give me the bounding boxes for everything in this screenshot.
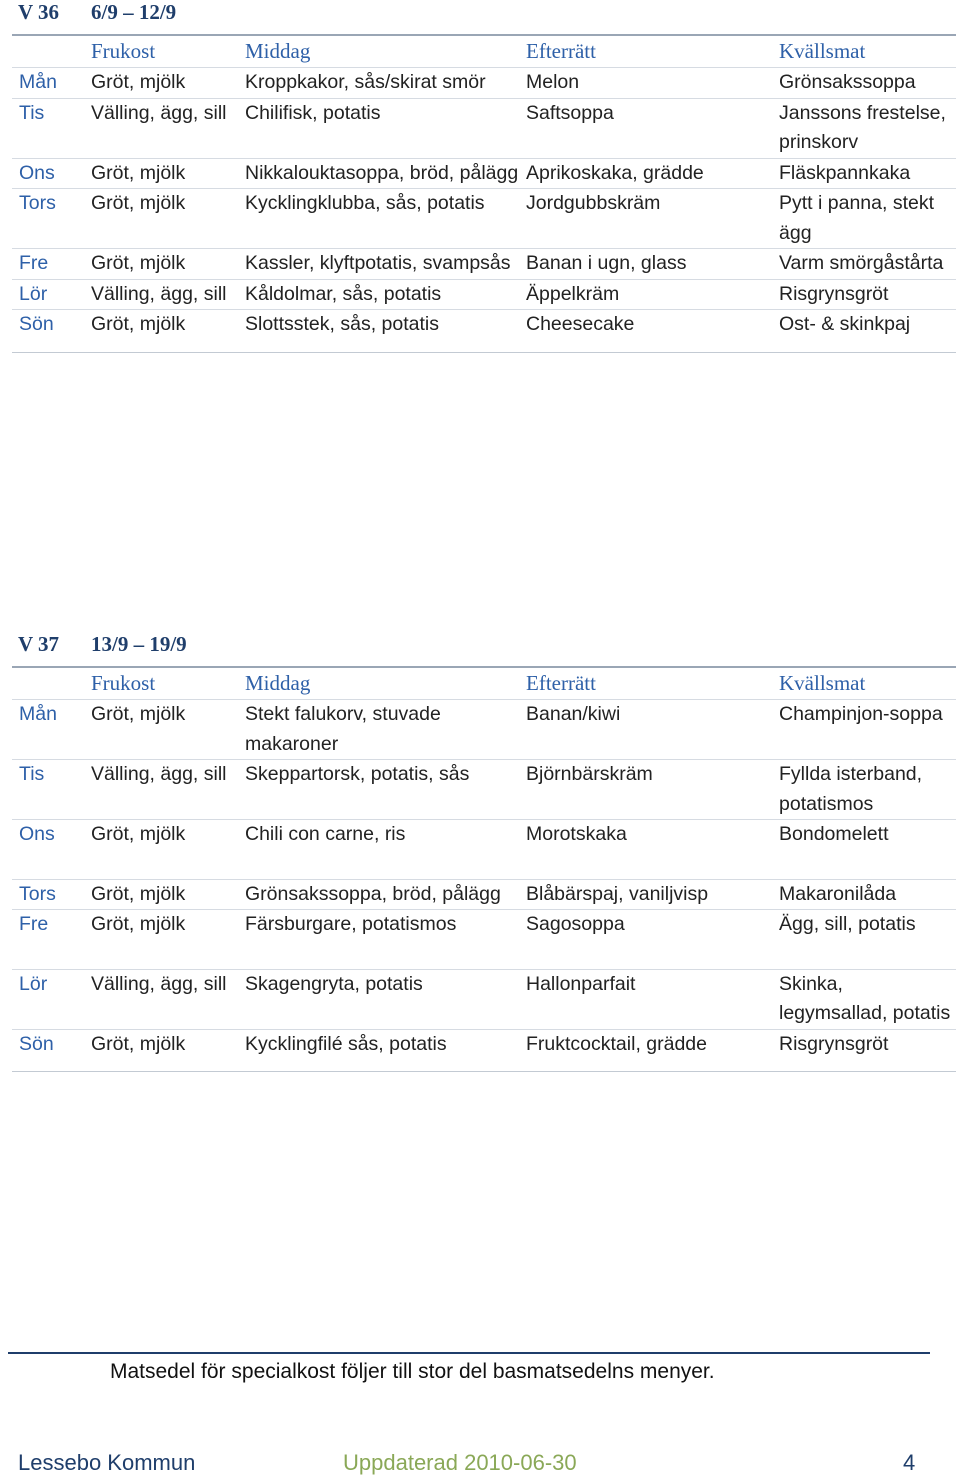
- day-name: Fre: [12, 910, 91, 970]
- efterratt-cell: Saftsoppa: [526, 98, 779, 158]
- specialkost-note: Matsedel för specialkost följer till stor del basmatsedelns menyer.: [110, 1360, 715, 1383]
- week-dates: 13/9 – 19/9: [91, 632, 187, 656]
- week-dates: 6/9 – 12/9: [91, 0, 177, 24]
- section-end-divider: [12, 352, 956, 353]
- kvallsmat-cell: Risgrynsgröt: [779, 279, 956, 310]
- table-row: [12, 879, 956, 910]
- efterratt-cell: Hallonparfait: [526, 969, 779, 1029]
- efterratt-cell: Sagosoppa: [526, 910, 779, 970]
- kvallsmat-cell: Makaronilåda: [779, 879, 956, 910]
- middag-cell: Kycklingklubba, sås, potatis: [245, 189, 526, 249]
- frukost-cell: Gröt, mjölk: [91, 158, 245, 189]
- footer-page-number: 4: [903, 1450, 916, 1475]
- table-row: [12, 310, 956, 340]
- frukost-cell: Välling, ägg, sill: [91, 98, 245, 158]
- footer-updated: Uppdaterad 2010-06-30: [343, 1450, 577, 1475]
- middag-cell: Chili con carne, ris: [245, 820, 526, 880]
- table-row: [12, 279, 956, 310]
- frukost-cell: Välling, ägg, sill: [91, 760, 245, 820]
- table-row: [12, 158, 956, 189]
- efterratt-cell: Jordgubbskräm: [526, 189, 779, 249]
- kvallsmat-cell: Varm smörgåstårta: [779, 249, 956, 280]
- week-37-section: [12, 632, 956, 1072]
- frukost-cell: Gröt, mjölk: [91, 68, 245, 99]
- header-efterratt: Efterrätt: [526, 39, 596, 63]
- header-row: [12, 668, 956, 700]
- table-row: [12, 910, 956, 970]
- middag-cell: Kroppkakor, sås/skirat smör: [245, 68, 526, 99]
- efterratt-cell: Melon: [526, 68, 779, 99]
- efterratt-cell: Björnbärskräm: [526, 760, 779, 820]
- kvallsmat-cell: Ost- & skinkpaj: [779, 310, 956, 340]
- menu-table: [12, 36, 956, 340]
- day-name: Sön: [12, 1029, 91, 1059]
- efterratt-cell: Banan i ugn, glass: [526, 249, 779, 280]
- middag-cell: Slottsstek, sås, potatis: [245, 310, 526, 340]
- week-heading: [12, 0, 956, 24]
- frukost-cell: Gröt, mjölk: [91, 1029, 245, 1059]
- day-name: Ons: [12, 820, 91, 880]
- day-name: Tors: [12, 189, 91, 249]
- kvallsmat-cell: Risgrynsgröt: [779, 1029, 956, 1059]
- frukost-cell: Gröt, mjölk: [91, 189, 245, 249]
- middag-cell: Färsburgare, potatismos: [245, 910, 526, 970]
- middag-cell: Kycklingfilé sås, potatis: [245, 1029, 526, 1059]
- middag-cell: Skagengryta, potatis: [245, 969, 526, 1029]
- header-middag: Middag: [245, 671, 311, 695]
- kvallsmat-cell: Grönsakssoppa: [779, 68, 956, 99]
- table-row: [12, 68, 956, 99]
- efterratt-cell: Äppelkräm: [526, 279, 779, 310]
- table-row: [12, 98, 956, 158]
- day-name: Sön: [12, 310, 91, 340]
- day-name: Tors: [12, 879, 91, 910]
- day-name: Fre: [12, 249, 91, 280]
- efterratt-cell: Aprikoskaka, grädde: [526, 158, 779, 189]
- kvallsmat-cell: Fläskpannkaka: [779, 158, 956, 189]
- day-name: Mån: [12, 700, 91, 760]
- week-36-section: [12, 0, 956, 353]
- efterratt-cell: Cheesecake: [526, 310, 779, 340]
- table-row: [12, 249, 956, 280]
- table-row: [12, 969, 956, 1029]
- header-kvallsmat: Kvällsmat: [779, 39, 866, 63]
- middag-cell: Kåldolmar, sås, potatis: [245, 279, 526, 310]
- frukost-cell: Gröt, mjölk: [91, 249, 245, 280]
- kvallsmat-cell: Fyllda isterband, potatismos: [779, 760, 956, 820]
- week-label: V 37: [18, 632, 60, 656]
- kvallsmat-cell: Janssons frestelse, prinskorv: [779, 98, 956, 158]
- frukost-cell: Gröt, mjölk: [91, 310, 245, 340]
- day-name: Mån: [12, 68, 91, 99]
- table-row: [12, 700, 956, 760]
- header-row: [12, 36, 956, 68]
- footer-divider: [8, 1352, 930, 1354]
- middag-cell: Nikkalouktasoppa, bröd, pålägg: [245, 158, 526, 189]
- header-frukost: Frukost: [91, 671, 156, 695]
- day-name: Tis: [12, 760, 91, 820]
- efterratt-cell: Morotskaka: [526, 820, 779, 880]
- efterratt-cell: Blåbärspaj, vaniljvisp: [526, 879, 779, 910]
- day-name: Tis: [12, 98, 91, 158]
- day-name: Lör: [12, 279, 91, 310]
- kvallsmat-cell: Bondomelett: [779, 820, 956, 880]
- header-frukost: Frukost: [91, 39, 156, 63]
- frukost-cell: Gröt, mjölk: [91, 700, 245, 760]
- kvallsmat-cell: Ägg, sill, potatis: [779, 910, 956, 970]
- frukost-cell: Gröt, mjölk: [91, 910, 245, 970]
- middag-cell: Stekt falukorv, stuvade makaroner: [245, 700, 526, 760]
- table-row: [12, 760, 956, 820]
- menu-table: [12, 668, 956, 1059]
- section-end-divider: [12, 1071, 956, 1072]
- week-label: V 36: [18, 0, 60, 24]
- frukost-cell: Välling, ägg, sill: [91, 969, 245, 1029]
- table-row: [12, 1029, 956, 1059]
- middag-cell: Kassler, klyftpotatis, svampsås: [245, 249, 526, 280]
- middag-cell: Skeppartorsk, potatis, sås: [245, 760, 526, 820]
- day-name: Ons: [12, 158, 91, 189]
- day-name: Lör: [12, 969, 91, 1029]
- table-row: [12, 189, 956, 249]
- middag-cell: Chilifisk, potatis: [245, 98, 526, 158]
- kvallsmat-cell: Pytt i panna, stekt ägg: [779, 189, 956, 249]
- frukost-cell: Välling, ägg, sill: [91, 279, 245, 310]
- week-heading: [12, 632, 956, 656]
- footer-org: Lessebo Kommun: [18, 1450, 196, 1475]
- kvallsmat-cell: Skinka, legymsallad, potatis: [779, 969, 956, 1029]
- header-middag: Middag: [245, 39, 311, 63]
- middag-cell: Grönsakssoppa, bröd, pålägg: [245, 879, 526, 910]
- header-efterratt: Efterrätt: [526, 671, 596, 695]
- frukost-cell: Gröt, mjölk: [91, 820, 245, 880]
- frukost-cell: Gröt, mjölk: [91, 879, 245, 910]
- efterratt-cell: Banan/kiwi: [526, 700, 779, 760]
- efterratt-cell: Fruktcocktail, grädde: [526, 1029, 779, 1059]
- table-row: [12, 820, 956, 880]
- header-kvallsmat: Kvällsmat: [779, 671, 866, 695]
- kvallsmat-cell: Champinjon-soppa: [779, 700, 956, 760]
